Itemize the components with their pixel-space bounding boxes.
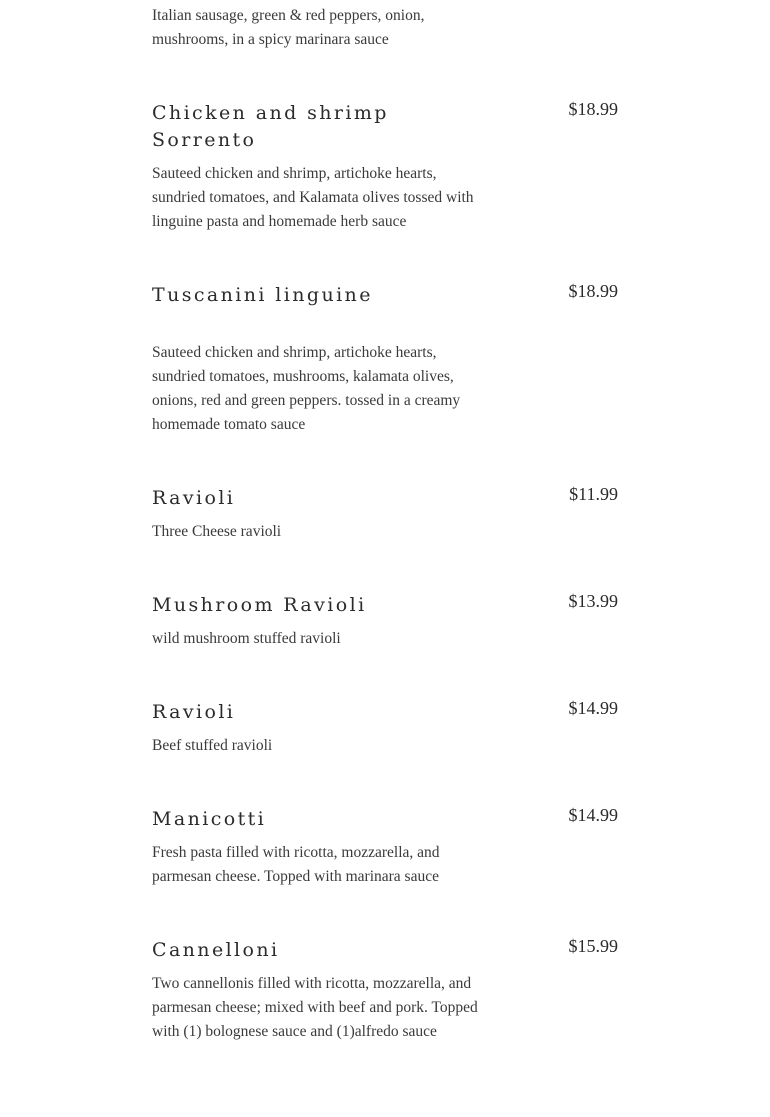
item-name: Ravioli (152, 701, 236, 723)
item-name: Tuscanini linguine (152, 284, 373, 306)
item-price: $14.99 (568, 698, 618, 718)
item-price: $11.99 (569, 484, 618, 504)
item-price: $18.99 (568, 281, 618, 301)
item-description: Sauteed chicken and shrimp, artichoke hearts, sundried tomatoes, and Kalamata olives tossed with linguine pasta and homemade herb sauce (152, 165, 474, 230)
item-name: Chicken and shrimp Sorrento (152, 102, 389, 151)
item-description: Fresh pasta filled with ricotta, mozzarella, and parmesan cheese. Topped with marinara sauce (152, 844, 440, 885)
item-price: $18.99 (568, 99, 618, 119)
item-name: Mushroom Ravioli (152, 594, 367, 616)
item-description: Three Cheese ravioli (152, 523, 282, 540)
item-description: Italian sausage, green & red peppers, onion, mushrooms, in a spicy marinara sauce (152, 7, 425, 48)
item-name: Cannelloni (152, 939, 280, 961)
item-description: wild mushroom stuffed ravioli (152, 630, 341, 647)
item-description: Two cannellonis filled with ricotta, mozzarella, and parmesan cheese; mixed with beef and pork. Topped with (1) bolognese sauce and (1)alfredo sauce (152, 975, 478, 1040)
item-price: $15.99 (568, 936, 618, 956)
item-name: Manicotti (152, 808, 267, 830)
item-name: Ravioli (152, 487, 236, 509)
item-description: Beef stuffed ravioli (152, 737, 273, 754)
item-price: $13.99 (568, 591, 618, 611)
item-price: $14.99 (568, 805, 618, 825)
item-description: Sauteed chicken and shrimp, artichoke hearts, sundried tomatoes, mushrooms, kalamata olives, onions, red and green peppers. tossed in a creamy homemade tomato sauce (152, 344, 461, 433)
